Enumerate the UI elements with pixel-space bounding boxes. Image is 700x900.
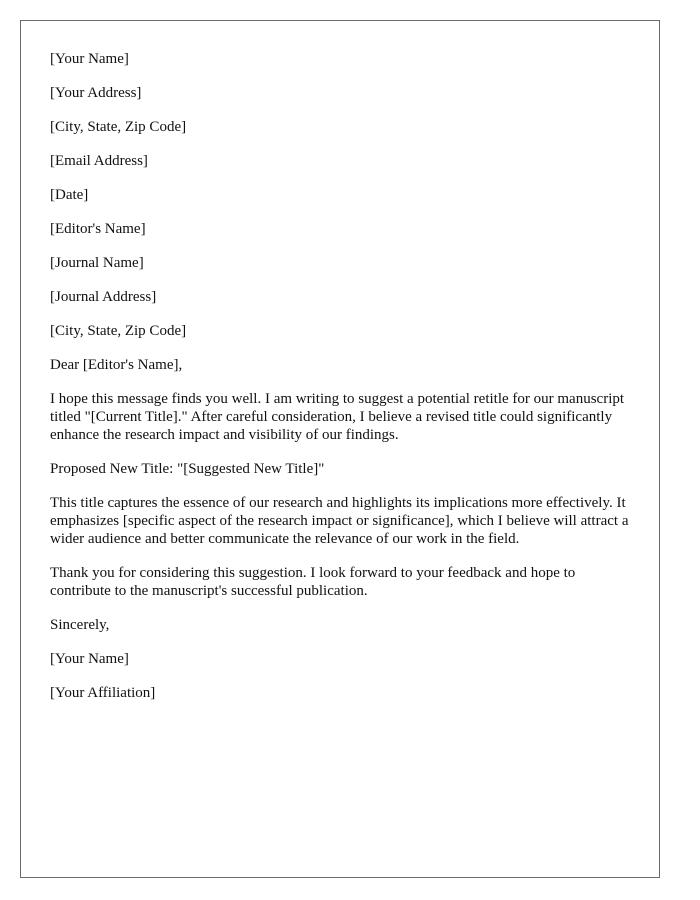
salutation: Dear [Editor's Name], (50, 357, 183, 373)
letter-body (50, 50, 635, 718)
sender-email: [Email Address] (50, 153, 148, 169)
sender-name: [Your Name] (50, 51, 129, 67)
editor-name: [Editor's Name] (50, 221, 146, 237)
intro-paragraph: I hope this message finds you well. I am writing to suggest a potential retitle for our manuscript titled "[Current Title]." After careful consideration, I believe a revised title could significantly enhance the research impact and visibility of our findings. (50, 391, 625, 443)
journal-name: [Journal Name] (50, 255, 144, 271)
signature-name: [Your Name] (50, 651, 129, 667)
thanks-paragraph: Thank you for considering this suggestion. I look forward to your feedback and hope to contribute to the manuscript's successful publication. (50, 565, 576, 599)
sender-city-state-zip: [City, State, Zip Code] (50, 119, 187, 135)
letter-date: [Date] (50, 187, 89, 203)
signature-affiliation: [Your Affiliation] (50, 685, 156, 701)
letter-page (20, 20, 660, 878)
proposed-title: Proposed New Title: "[Suggested New Title]" (50, 461, 325, 477)
journal-city-state-zip: [City, State, Zip Code] (50, 323, 187, 339)
rationale-paragraph: This title captures the essence of our research and highlights its implications more effectively. It emphasizes [specific aspect of the research impact or significance], which I believe will attract a wider audience and better communicate the relevance of our work in the field. (50, 495, 629, 547)
journal-address: [Journal Address] (50, 289, 157, 305)
closing: Sincerely, (50, 617, 110, 633)
sender-address: [Your Address] (50, 85, 142, 101)
